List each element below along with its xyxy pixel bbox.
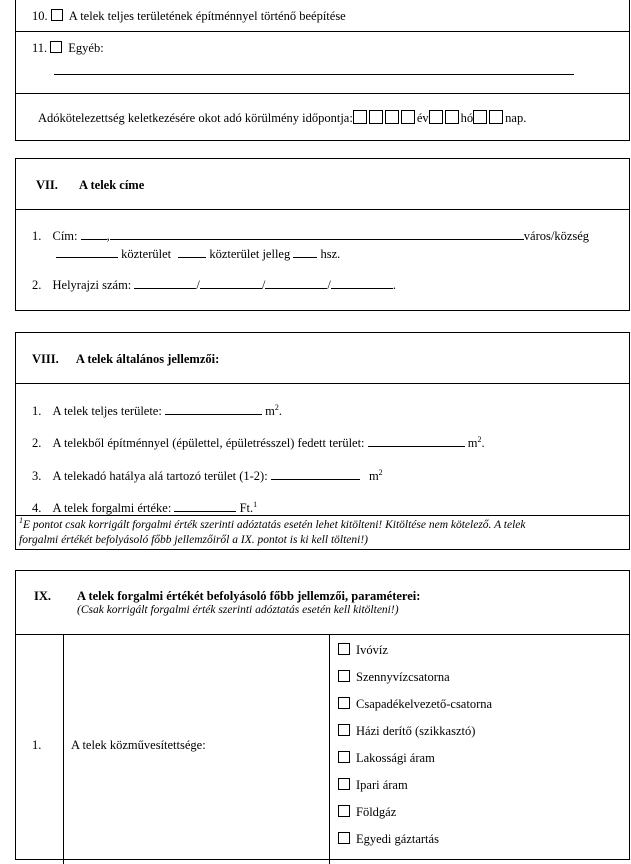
total-area-field[interactable] bbox=[165, 402, 262, 415]
section-ix bbox=[15, 570, 630, 860]
hrsz-field-2[interactable] bbox=[200, 276, 262, 289]
section-vii bbox=[15, 158, 630, 311]
item-11-label: Egyéb: bbox=[68, 41, 104, 55]
house-number-field[interactable] bbox=[293, 245, 317, 258]
option-sewer[interactable]: Szennyvízcsatorna bbox=[338, 670, 450, 685]
option-residential-power[interactable]: Lakossági áram bbox=[338, 751, 435, 766]
date-label: Adókötelezettség keletkezésére okot adó körülmény időpontja: bbox=[38, 111, 353, 125]
address-row-1: 1. Cím: , város/község bbox=[32, 229, 590, 243]
footnote: $^1$E pontot csak korrigált forgalmi érték szerinti adóztatás esetén lehet kitölteni! Kitöltése nem kötelező. A telek forgalmi értékét befolyásoló főbb jellemzőiről a IX. pontot is ki kell tölteni!) bbox=[19, 516, 526, 546]
utilities-row-label: A telek közművesítettsége: bbox=[71, 738, 206, 752]
option-checkbox[interactable] bbox=[338, 697, 350, 709]
hrsz-field-1[interactable] bbox=[134, 276, 196, 289]
street-name-field[interactable] bbox=[56, 245, 118, 258]
section-vii-heading: VII. A telek címe bbox=[36, 178, 145, 192]
option-storm-drain[interactable]: Csapadékelvezető-csatorna bbox=[338, 697, 492, 712]
section-vi-tail bbox=[15, 0, 630, 141]
street-type-field[interactable] bbox=[178, 245, 206, 258]
postal-code-field[interactable] bbox=[81, 227, 107, 240]
month-digit-2[interactable] bbox=[445, 110, 459, 124]
day-digit-2[interactable] bbox=[489, 110, 503, 124]
section-viii bbox=[15, 332, 630, 550]
utilities-row-num: 1. bbox=[32, 738, 42, 752]
option-checkbox[interactable] bbox=[338, 724, 350, 736]
option-septic[interactable]: Házi derítő (szikkasztó) bbox=[338, 724, 475, 739]
option-checkbox[interactable] bbox=[338, 832, 350, 844]
total-area-row: 1. A telek teljes területe: $m^2$. bbox=[32, 403, 282, 418]
option-individual-gas-tank[interactable]: Egyedi gáztartás bbox=[338, 832, 439, 847]
option-checkbox[interactable] bbox=[338, 778, 350, 790]
option-natural-gas[interactable]: Földgáz bbox=[338, 805, 396, 820]
year-digit-3[interactable] bbox=[385, 110, 399, 124]
taxable-area-row: 3. A telekadó hatálya alá tartozó terület (1-2): $m^2$ bbox=[32, 468, 383, 483]
year-digit-4[interactable] bbox=[401, 110, 415, 124]
section-ix-num: IX. bbox=[34, 589, 52, 603]
option-checkbox[interactable] bbox=[338, 805, 350, 817]
year-digit-2[interactable] bbox=[369, 110, 383, 124]
market-value-row: 4. A telek forgalmi értéke: Ft.$^1$ bbox=[32, 500, 258, 515]
option-drinking-water[interactable]: Ivóvíz bbox=[338, 643, 388, 658]
option-checkbox[interactable] bbox=[338, 643, 350, 655]
date-row: Adókötelezettség keletkezésére okot adó körülmény időpontja: év hó nap. bbox=[38, 111, 527, 125]
section-viii-heading: VIII. A telek általános jellemzői: bbox=[32, 352, 220, 366]
item-11-checkbox[interactable] bbox=[50, 41, 62, 53]
day-digit-1[interactable] bbox=[473, 110, 487, 124]
hrsz-row: 2. Helyrajzi szám: / / / . bbox=[32, 278, 396, 292]
year-digit-1[interactable] bbox=[353, 110, 367, 124]
hrsz-field-3[interactable] bbox=[265, 276, 327, 289]
item-10: 10. A telek teljes területének építménnyel történő beépítése bbox=[32, 9, 346, 23]
taxable-area-field[interactable] bbox=[271, 467, 360, 480]
item-11: 11. Egyéb: bbox=[32, 41, 104, 55]
option-checkbox[interactable] bbox=[338, 751, 350, 763]
city-field[interactable] bbox=[110, 227, 524, 240]
item-10-label: A telek teljes területének építménnyel történő beépítése bbox=[68, 9, 346, 23]
market-value-field[interactable] bbox=[174, 499, 236, 512]
option-industrial-power[interactable]: Ipari áram bbox=[338, 778, 408, 793]
built-area-row: 2. A telekből építménnyel (épülettel, épületrésszel) fedett terület: $m^2$. bbox=[32, 435, 485, 450]
hrsz-field-4[interactable] bbox=[331, 276, 393, 289]
option-checkbox[interactable] bbox=[338, 670, 350, 682]
section-ix-subtitle: (Csak korrigált forgalmi érték szerinti adóztatás esetén kell kitölteni!) bbox=[77, 604, 399, 616]
month-digit-1[interactable] bbox=[429, 110, 443, 124]
address-row-2: közterület közterület jelleg hsz. bbox=[56, 245, 340, 262]
item-10-checkbox[interactable] bbox=[51, 9, 63, 21]
built-area-field[interactable] bbox=[368, 434, 465, 447]
item-11-field[interactable] bbox=[54, 74, 574, 75]
section-ix-title: A telek forgalmi értékét befolyásoló főbb jellemzői, paraméterei: bbox=[77, 589, 421, 603]
